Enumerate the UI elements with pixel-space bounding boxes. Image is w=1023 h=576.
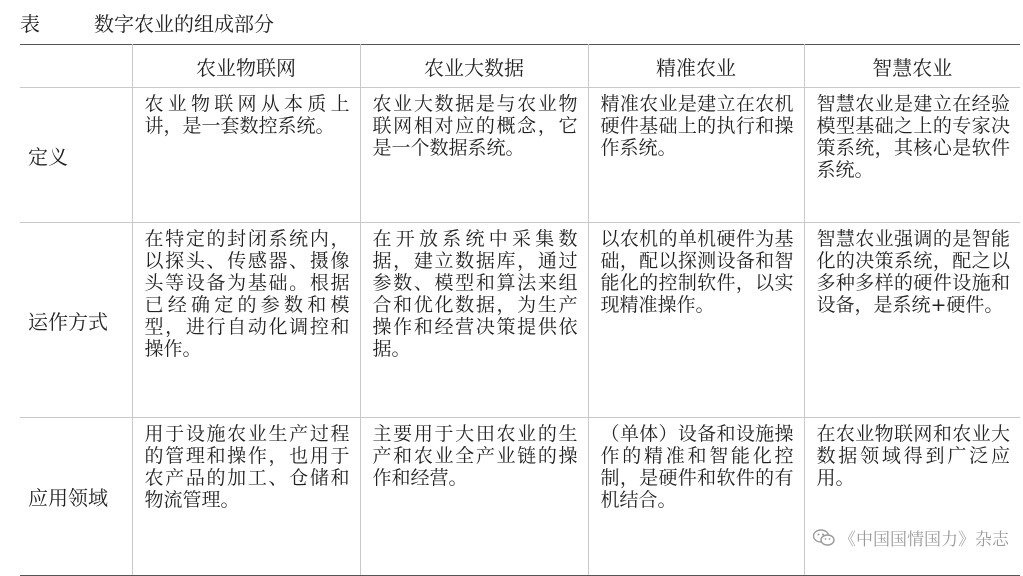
watermark: [813, 525, 1009, 550]
column-header: 农业大数据: [360, 45, 588, 88]
column-header: 智慧农业: [804, 45, 1020, 88]
table-cell: 在开放系统中采集数据，建立数据库，通过参数、模型和算法来组合和优化数据，为生产操作和经营决策提供依据。: [360, 223, 588, 418]
table-cell: 精准农业是建立在农机硬件基础上的执行和操作系统。: [588, 88, 804, 223]
table-cell: 农业物联网从本质上讲，是一套数控系统。: [132, 88, 360, 223]
row-header: 定义: [20, 88, 132, 223]
table-cell: 在农业物联网和农业大数据领域得到广泛应用。: [804, 418, 1020, 576]
table-cell: 智慧农业是建立在经验模型基础之上的专家决策系统，其核心是软件系统。: [804, 88, 1020, 223]
table-row: [20, 418, 1020, 576]
table-row: [20, 223, 1020, 418]
table-cell: （单体）设备和设施操作的精准和智能化控制，是硬件和软件的有机结合。: [588, 418, 804, 576]
table-row: [20, 88, 1020, 223]
row-header: 应用领域: [20, 418, 132, 576]
table-header-row: [20, 45, 1020, 88]
caption-label: 表: [20, 12, 40, 36]
column-header: 精准农业: [588, 45, 804, 88]
row-header: 运作方式: [20, 223, 132, 418]
table-cell: 用于设施农业生产过程的管理和操作，也用于农产品的加工、仓储和物流管理。: [132, 418, 360, 576]
column-header: [20, 45, 132, 88]
table-cell: 以农机的单机硬件为基础，配以探测设备和智能化的控制软件，以实现精准操作。: [588, 223, 804, 418]
table-caption: [20, 8, 274, 37]
table-cell: 智慧农业强调的是智能化的决策系统，配之以多种多样的硬件设施和设备，是系统+硬件。: [804, 223, 1020, 418]
table-cell: 在特定的封闭系统内，以探头、传感器、摄像头等设备为基础。根据已经确定的参数和模型，进行自动化调控和操作。: [132, 223, 360, 418]
column-header: 农业物联网: [132, 45, 360, 88]
caption-title: 数字农业的组成部分: [94, 12, 274, 36]
wechat-icon: [813, 529, 835, 547]
table-cell: 主要用于大田农业的生产和农业全产业链的操作和经营。: [360, 418, 588, 576]
watermark-text: 《中国国情国力》杂志: [839, 530, 1009, 550]
table-cell: 农业大数据是与农业物联网相对应的概念，它是一个数据系统。: [360, 88, 588, 223]
data-table: [20, 44, 1020, 576]
